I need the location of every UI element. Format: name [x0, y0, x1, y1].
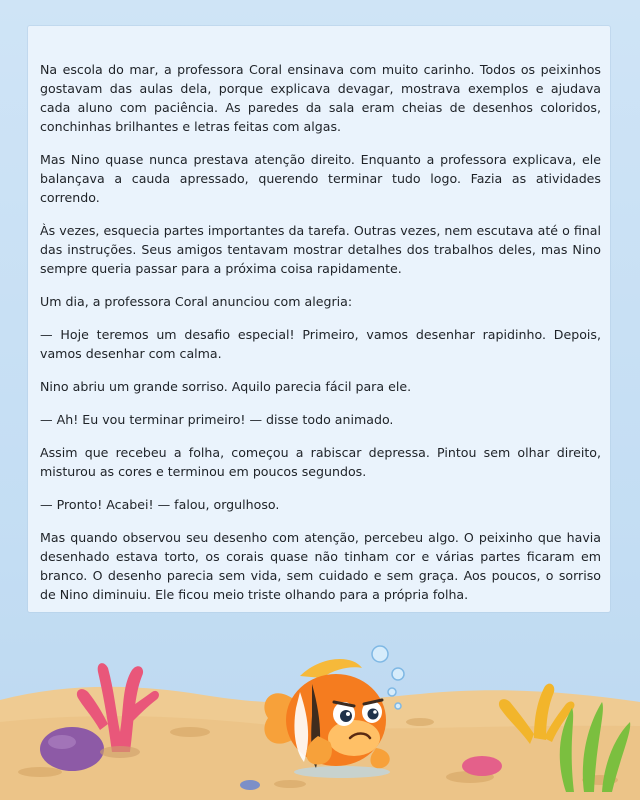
story-paragraph: Nino abriu um grande sorriso. Aquilo parecia fácil para ele. [40, 379, 412, 394]
story-paragraph: Na escola do mar, a professora Coral ensinava com muito carinho. Todos os peixinhos gostavam das aulas dela, porque explicava devagar, mostrava exemplos e ajudava cada aluno com paciência. As paredes da sala eram cheias de desenhos coloridos, conchinhas brilhantes e letras feitas com algas. [40, 62, 601, 134]
story-paragraph: Um dia, a professora Coral anunciou com alegria: [40, 294, 353, 309]
story-paragraph: Mas quando observou seu desenho com atenção, percebeu algo. O peixinho que havia desenhado estava torto, os corais quase não tinham cor e várias partes ficaram em branco. O desenho parecia sem vida, sem cuidado e sem graça. Aos poucos, o sorriso de Nino diminuiu. Ele ficou meio triste olhando para a própria folha. [40, 530, 601, 602]
underwater-scene [0, 612, 640, 800]
story-paragraph: Assim que recebeu a folha, começou a rabiscar depressa. Pintou sem olhar direito, misturou as cores e terminou em poucos segundos. [40, 445, 601, 479]
story-paragraph: Mas Nino quase nunca prestava atenção direito. Enquanto a professora explicava, ele balançava a cauda apressado, querendo terminar tudo logo. Fazia as atividades correndo. [40, 152, 601, 205]
story-paragraph: Às vezes, esquecia partes importantes da tarefa. Outras vezes, nem escutava até o final das instruções. Seus amigos tentavam mostrar detalhes dos trabalhos deles, mas Nino sempre queria passar para a próxima coisa rapidamente. [40, 223, 601, 276]
pink-pebble [462, 756, 502, 776]
purple-rock [40, 727, 104, 771]
story-paragraph: — Ah! Eu vou terminar primeiro! — disse todo animado. [40, 412, 394, 427]
story-paragraph: — Hoje teremos um desafio especial! Primeiro, vamos desenhar rapidinho. Depois, vamos desenhar com calma. [40, 327, 601, 361]
blue-pebble [240, 780, 260, 790]
story-paragraph: — Pronto! Acabei! — falou, orgulhoso. [40, 497, 280, 512]
story-text [40, 60, 601, 618]
